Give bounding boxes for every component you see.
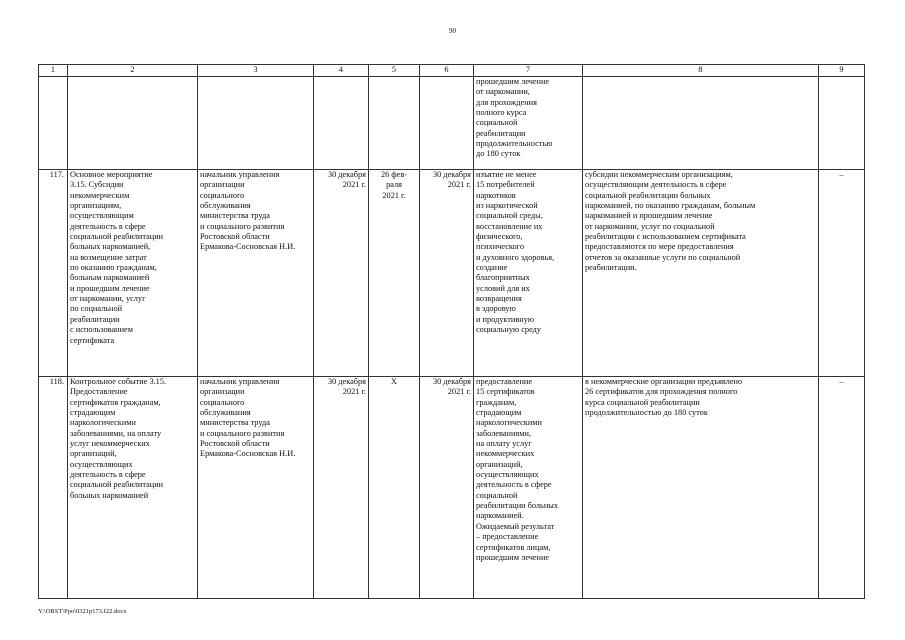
event-cell — [68, 77, 198, 170]
responsible-cell: начальник управления организации социального обслуживания министерства труда и социального развития Ростовской области Ермакова-Сосновская Н.И. — [198, 170, 314, 377]
extra-cell — [819, 77, 865, 170]
responsible-cell — [198, 77, 314, 170]
column-number-header-row — [39, 65, 865, 77]
table-row — [39, 77, 865, 170]
note-cell — [583, 77, 819, 170]
result-cell: предоставление 15 сертификатов гражданам, страдающим наркологическими заболеваниями, на оплату услуг некоммерческих организаций, осуществляющих деятельность в сфере социальной реабилитации больных наркоманией. Ожидаемый результат – предоставление сертификатов лицам, прошедшим лечение — [474, 377, 583, 599]
mid-date-cell: Х — [369, 377, 420, 599]
column-header: 9 — [819, 65, 865, 77]
event-cell: Контрольное событие 3.15. Предоставление сертификатов гражданам, страдающим наркологическими заболеваниями, на оплату услуг некоммерческих организаций, осуществляющих деятельность в сфере социальной реабилитации больных наркоманией — [68, 377, 198, 599]
event-cell: Основное мероприятие 3.15. Субсидии некоммерческим организациям, осуществляющим деятельность в сфере социальной реабилитации больных наркоманией, на возмещение затрат по оказанию гражданам, больным наркоманией и прошедшим лечение от наркомании, услуг по социальной реабилитации с использованием сертификата — [68, 170, 198, 377]
result-cell: прошедшим лечение от наркомании, для прохождения полного курса социальной реабилитации продолжительностью до 180 суток — [474, 77, 583, 170]
result-cell: изъятие не менее 15 потребителей наркотиков из наркотической социальной среды, восстановление их физического, психического и духовного здоровья, создание благоприятных условий для их возвращения в здоровую и продуктивную социальную среду — [474, 170, 583, 377]
mid-date-cell — [369, 77, 420, 170]
mid-date-cell: 26 фев- раля 2021 г. — [369, 170, 420, 377]
document-file-path: Y:\ORST\Ppo\0321p173.f22.docx — [38, 608, 127, 615]
end-date-cell — [420, 77, 474, 170]
start-date-cell: 30 декабря 2021 г. — [314, 377, 369, 599]
column-header: 3 — [198, 65, 314, 77]
column-header: 1 — [39, 65, 68, 77]
plan-table — [38, 64, 865, 599]
extra-cell: – — [819, 170, 865, 377]
column-header: 6 — [420, 65, 474, 77]
start-date-cell: 30 декабря 2021 г. — [314, 170, 369, 377]
note-cell: субсидии некоммерческим организациям, осуществляющим деятельность в сфере социальной реабилитации больных наркоманией, по оказанию гражданам, больным наркоманией и прошедшим лечение от наркомании, услуг по социальной реабилитации с использованием сертификата предоставляются по мере предоставления отчетов за оказанные услуги по социальной реабилитации. — [583, 170, 819, 377]
column-header: 5 — [369, 65, 420, 77]
column-header: 4 — [314, 65, 369, 77]
column-header: 8 — [583, 65, 819, 77]
note-cell: в некоммерческие организации предъявлено 26 сертификатов для прохождения полного курса социальной реабилитации продолжительностью до 180 суток — [583, 377, 819, 599]
end-date-cell: 30 декабря 2021 г. — [420, 170, 474, 377]
table-row — [39, 170, 865, 377]
extra-cell: – — [819, 377, 865, 599]
row-number-cell — [39, 77, 68, 170]
responsible-cell: начальник управления организации социального обслуживания министерства труда и социального развития Ростовской области Ермакова-Сосновская Н.И. — [198, 377, 314, 599]
start-date-cell — [314, 77, 369, 170]
row-number-cell: 117. — [39, 170, 68, 377]
column-header: 2 — [68, 65, 198, 77]
table-row — [39, 377, 865, 599]
row-number-cell: 118. — [39, 377, 68, 599]
page-number: 90 — [449, 27, 456, 35]
end-date-cell: 30 декабря 2021 г. — [420, 377, 474, 599]
column-header: 7 — [474, 65, 583, 77]
